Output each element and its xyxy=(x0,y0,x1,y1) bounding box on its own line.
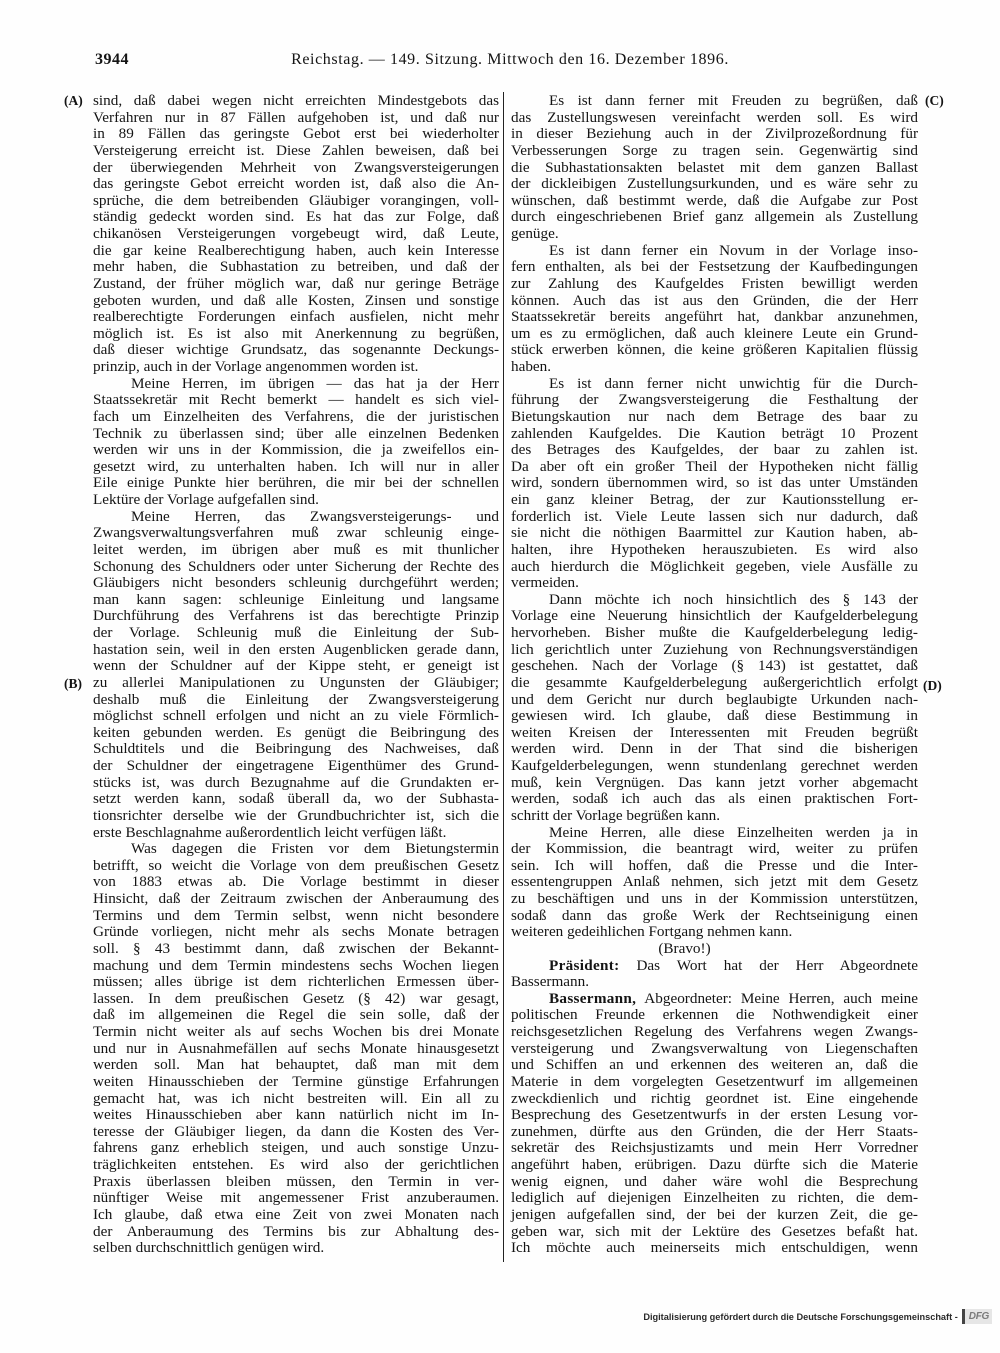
text-line: in dieser Beziehung auch in der Zivilprozeßordnung für xyxy=(511,125,918,143)
text-line: die gesammte Kaufgelderbelegung außergerichtlich erfolgt xyxy=(511,673,918,691)
text-line: der Anberaumung des Termins bis zur Abhaltung des- xyxy=(93,1222,499,1240)
speech-text: Abgeordneter: Meine Herren, auch meine xyxy=(644,989,918,1007)
text-line: Verbesserungen Sorge zu tragen sein. Gegenwärtig sind xyxy=(511,141,918,159)
speech-text: Das Wort hat der Herr Abgeordnete xyxy=(636,956,919,974)
text-line: reichsgesetzlichen Regelung des Verfahrens wegen Zwangs- xyxy=(511,1023,918,1040)
text-line: nünftiger Weise mit angemessener Frist anzuberaumen. xyxy=(93,1189,499,1207)
margin-marker-a: (A) xyxy=(64,93,83,108)
text-line: muß, kein Vergnügen. Das kann jetzt vorher abgemacht xyxy=(511,773,918,791)
text-line: soll. § 43 bestimmt dann, daß zwischen der Bekannt- xyxy=(93,939,499,957)
text-line: stücks ist, was durch Bezugnahme auf die Grundakten er- xyxy=(93,773,499,791)
text-line: schritt der Vorlage begrüßen kann. xyxy=(511,806,721,824)
text-line: von 1883 etwas ab. Die Vorlage bestimmt in dieser xyxy=(93,873,499,891)
text-line: machung und dem Termin mindestens sechs Wochen liegen xyxy=(93,956,499,974)
paragraph xyxy=(511,592,918,825)
text-line: die gar keine Realberechtigung haben, auch kein Interesse xyxy=(93,241,499,259)
text-line: Technik zu überlassen sind; über alle einzelnen Bedenken xyxy=(93,424,499,442)
text-line: Meine Herren, im übrigen — das hat ja der Herr xyxy=(131,374,499,392)
text-line: daß im allgemeinen die Regel die sein solle, daß der xyxy=(93,1006,499,1024)
text-line: werden wir uns in der Kommission, die ja zweifellos ein- xyxy=(93,441,499,459)
text-line: tionsrichter derselbe wie der Grundbuchrichter ist, sich die xyxy=(93,806,499,824)
text-line: Verfahren nur in 87 Fällen aufgehoben ist, und daß nur xyxy=(93,108,499,126)
text-line: sind, daß dabei wegen nicht erreichten Mindestgebots das xyxy=(93,92,499,109)
text-line: und nur in Ausnahmefällen auf sechs Monate hinausgesetzt xyxy=(93,1039,499,1057)
text-line: deshalb muß die Einleitung der Zwangsversteigerung xyxy=(93,690,499,708)
text-line: hastation sein, weil in den ersten Augenblicken gerade dann, xyxy=(93,640,499,658)
text-line: sprüche, die dem betreibenden Gläubiger vorangingen, voll- xyxy=(93,191,499,209)
text-line: Zwangsverwaltungsverfahren muß zwar schleunig einge- xyxy=(93,524,499,542)
digitization-footer xyxy=(643,1309,992,1324)
text-line: Schonung des Schuldners oder unter Sicherung der Rechte des xyxy=(93,557,499,575)
text-line: der überwiegenden Mehrheit von Zwangsversteigerungen xyxy=(93,158,499,176)
text-line: selben durchschnittlich genügen wird. xyxy=(93,1239,325,1257)
text-line: um es zu ermöglichen, daß auch kleinere Leute ein Grund- xyxy=(511,324,918,342)
text-line: lassen. In dem preußischen Gesetz (§ 42) war gesagt, xyxy=(93,989,499,1007)
text-line: wünschen, daß bestimmt werde, daß die Aufgabe zur Post xyxy=(511,191,918,209)
speech-paragraph xyxy=(511,991,918,1257)
text-line: weites Hinausschieben aber kann natürlich nicht im In- xyxy=(93,1106,499,1124)
text-line: wenn der Schuldner auf der Kippe steht, er geneigt ist xyxy=(93,657,499,675)
text-line: man kann sagen: schleunige Einleitung und langsame xyxy=(93,590,499,608)
paragraph xyxy=(93,841,499,1257)
text-line: Was dagegen die Fristen vor dem Bietungstermin xyxy=(131,840,499,858)
text-line: lediglich auf diejenigen Einzelheiten zu richten, die dem- xyxy=(511,1189,918,1207)
text-line: realberechtigte Forderungen einfach ausfielen, nicht mehr xyxy=(93,308,499,326)
text-line: keiten gebunden werden. Es genügt die Beibringung des xyxy=(93,723,499,741)
text-line: haben. xyxy=(511,358,552,375)
speech-paragraph xyxy=(511,958,918,991)
paragraph xyxy=(93,376,499,509)
text-line: Lektüre der Vorlage aufgefallen sind. xyxy=(93,491,319,508)
text-line: möglich ist. Es ist also mit Anerkennung zu begrüßen, xyxy=(93,324,499,342)
text-line: zu allerlei Manipulationen zu Ungunsten der Gläubiger; xyxy=(93,673,499,691)
text-line: Termin nicht weiter als auf sechs Wochen bis drei Monate xyxy=(93,1023,499,1040)
text-line: Meine Herren, alle diese Einzelheiten werden ja in xyxy=(549,823,918,841)
paragraph xyxy=(93,93,499,376)
text-line: der dickleibigen Zustellungsurkunden, und es wäre sehr zu xyxy=(511,175,918,193)
text-line: versteigerung und Zwangsverwaltung von Liegenschaften xyxy=(511,1039,918,1057)
text-line: zunehmen, dürfte aus den Gründen, die der Herr Staats- xyxy=(511,1122,918,1140)
text-line: sodaß dann das große Werk der Rechtseinigung einen xyxy=(511,906,918,924)
text-line: wird, sondern übernommen wird, so ist das unter Umständen xyxy=(511,474,918,492)
text-line: träglichkeiten entstehen. Es wird also der gerichtlichen xyxy=(93,1156,499,1173)
paragraph xyxy=(511,243,918,376)
text-line: und Schiffen an und erkennen des weiteren an, daß die xyxy=(511,1056,918,1074)
text-line: Bassermann. xyxy=(511,973,590,991)
text-line: Es ist dann ferner nicht unwichtig für die Durch- xyxy=(549,374,918,392)
text-line: Staatssekretär bereits angeführt hat, dankbar anzunehmen, xyxy=(511,308,918,326)
text-line: weiteren gedeihlichen Fortgang nehmen kann. xyxy=(511,923,793,941)
text-line: Vorlage eine Neuerung hinsichtlich der Kaufgelderbelegung xyxy=(511,607,918,625)
text-line: Versteigerung erreicht ist. Diese Zahlen beweisen, daß bei xyxy=(93,141,499,159)
text-line: zweckdienlich und richtig geordnet ist. Eine eingehende xyxy=(511,1089,918,1107)
text-line: prinzip, auch in der Vorlage angenommen worden ist. xyxy=(93,358,419,375)
text-line: gemacht hat, was ich nicht bestreiten will. Ein all zu xyxy=(93,1089,499,1107)
text-line: Materie in dem vorgelegten Gesetzentwurf im allgemeinen xyxy=(511,1072,918,1090)
text-line: politischen Freunde erkennen die Nothwendigkeit einer xyxy=(511,1006,918,1024)
text-line: der Vorlage. Schleunig muß die Einleitung der Sub- xyxy=(93,624,499,641)
text-line: geben war, sich mit der Lektüre des Gesetzes befaßt hat. xyxy=(511,1222,918,1240)
text-line: Hinsicht, daß der Zeitraum zwischen der Anberaumung des xyxy=(93,890,499,907)
text-line: essentengruppen Anlaß nehmen, sich jetzt mit dem Gesetz xyxy=(511,873,918,891)
text-line: mehr haben, die Subhastation zu betreiben, und daß der xyxy=(93,258,499,276)
text-line: Durchführung des Verfahrens ist das berechtigte Prinzip xyxy=(93,607,499,625)
text-line: in 89 Fällen das geringste Gebot erst bei wiederholter xyxy=(93,125,499,143)
text-line: die Subhastationsakten belastet mit dem ganzen Ballast xyxy=(511,158,918,176)
text-line: zahlenden Kaufgeldes. Die Kaution beträgt 10 Prozent xyxy=(511,424,918,442)
margin-marker-c: (C) xyxy=(925,93,944,108)
text-line: teresse der Gläubiger liegen, da dann die Kosten des Ver- xyxy=(93,1122,499,1140)
text-line: müssen; alles übrige ist dem richterlichen Ermessen über- xyxy=(93,973,499,991)
text-line: halten, ihre Hypotheken herauszubieten. Es wird also xyxy=(511,540,918,558)
text-line: das Zustellungswesen vereinfacht werden soll. Es wird xyxy=(511,108,918,126)
interjection: (Bravo!) xyxy=(658,939,711,957)
text-line: Dann möchte ich noch hinsichtlich des § 143 der xyxy=(549,590,918,608)
text-line: Ich möchte auch meinerseits mich entschuldigen, wenn xyxy=(511,1239,918,1257)
text-line: sie nicht die nöthigen Baarmittel zur Kaution haben, ab- xyxy=(511,524,918,542)
page-number: 3944 xyxy=(95,51,129,68)
text-line: fach um Einzelheiten des Verfahrens, die der juristischen xyxy=(93,407,499,425)
text-line: geschehen. Nach der Vorlage (§ 143) ist gestattet, daß xyxy=(511,657,918,675)
text-line: wenig eignen, und daher wäre wohl die Besprechung xyxy=(511,1172,918,1190)
text-line: Da aber oft ein großer Theil der Hypotheken nicht fällig xyxy=(511,457,918,475)
margin-marker-b: (B) xyxy=(64,676,82,691)
text-line: das geringste Gebot erreicht worden ist, daß also die An- xyxy=(93,175,499,193)
text-line: ein ganz kleiner Betrag, der zur Kautionsstellung er- xyxy=(511,491,918,508)
speaker-name: Präsident: xyxy=(549,956,620,974)
text-line: jenigen aufgefallen sind, der bei der kurzen Zeit, die ge- xyxy=(511,1205,918,1223)
text-line: durch eingeschriebenen Brief ganz allgemein als Zustellung xyxy=(511,208,918,226)
text-line: genüge. xyxy=(511,225,559,242)
margin-marker-d: (D) xyxy=(923,678,942,693)
text-line: fahrens ganz erheblich steigen, und auch sonstige Unzu- xyxy=(93,1139,499,1157)
text-line: können. Auch das ist aus den Gründen, die der Herr xyxy=(511,291,918,309)
text-line: vermeiden. xyxy=(511,574,579,592)
text-line: und dem Gericht nur durch beglaubigte Urkunden nach- xyxy=(511,690,918,708)
text-line: auch hierdurch die Möglichkeit gegeben, viele Ausfälle zu xyxy=(511,557,918,575)
left-column xyxy=(93,93,499,1257)
text-line: zu beschäftigen und uns in der Kommission unterstützen, xyxy=(511,890,918,907)
text-line: Eile einige Punkte hier berühren, die mir bei der schnellen xyxy=(93,474,499,492)
paragraph xyxy=(511,825,918,941)
text-line: erste Beschlagnahme außerordentlich leicht verfügen läßt. xyxy=(93,823,447,841)
speaker-name: Bassermann, xyxy=(549,989,637,1007)
text-line: Es ist dann ferner mit Freuden zu begrüßen, daß xyxy=(549,92,918,109)
column-divider xyxy=(503,92,504,1262)
text-line: der Kommission, die beantragt wird, weiter zu prüfen xyxy=(511,840,918,858)
text-line: daß dieser wichtige Grundsatz, das sogenannte Deckungs- xyxy=(93,341,499,359)
text-line: sein. Ich will hoffen, daß die Presse und die Inter- xyxy=(511,856,918,874)
text-line: fern enthalten, als bei der Festsetzung der Kaufbedingungen xyxy=(511,258,918,276)
text-line: angeführt haben, erübrigen. Dazu dürfte sich die Materie xyxy=(511,1156,918,1173)
text-line: Gläubigers nicht besonders schleunig durchgeführt werden; xyxy=(93,574,499,592)
text-line: setzt werden kann, sodaß überall da, wo der Subhasta- xyxy=(93,790,499,808)
text-line: stück erwerben können, die keine größeren Kapitalien flüssig xyxy=(511,341,918,359)
text-line: Bietungskaution nur nach dem Betrage des baar zu xyxy=(511,407,918,425)
text-line: zur Zahlung des Kaufgeldes Fristen bewilligt werden xyxy=(511,274,918,292)
text-line: hervorheben. Bisher mußte die Kaufgelderbelegung ledig- xyxy=(511,624,918,641)
text-line: weiten Hinausschieben der Termine günstige Erfahrungen xyxy=(93,1072,499,1090)
text-line xyxy=(511,991,918,1008)
text-line: der Schuldner der eingetragene Eigenthümer des Grund- xyxy=(93,757,499,774)
text-line: Gründe vorliegen, nicht mehr als sechs Monate betragen xyxy=(93,923,499,941)
paragraph xyxy=(511,93,918,243)
text-line: Termins und dem Termin selbst, wenn nicht besondere xyxy=(93,906,499,924)
text-line: weiten Kreisen der Interessenten mit Freuden begrüßt xyxy=(511,723,918,741)
paragraph xyxy=(93,509,499,842)
text-line: forderlich ist. Viele Leute lassen sich nur dadurch, daß xyxy=(511,507,918,525)
text-line: Es ist dann ferner ein Novum in der Vorlage inso- xyxy=(549,241,918,259)
text-line: Meine Herren, das Zwangsversteigerungs- und xyxy=(131,507,499,525)
text-line: Schuldtitels und die Beibringung des Nachweises, daß xyxy=(93,740,499,758)
text-line: lich gerichtlich unter Zuziehung von Rechnungsverständigen xyxy=(511,640,918,658)
text-line: werden wird. Denn in der That sind die bisherigen xyxy=(511,740,918,758)
text-line xyxy=(511,958,918,975)
text-line: Praxis überlassen bleiben müssen, den Termin in ver- xyxy=(93,1172,499,1190)
digitization-credit: Digitalisierung gefördert durch die Deutsche Forschungsgemeinschaft - xyxy=(643,1311,958,1322)
text-line: Zustand, der früher möglich war, daß nur geringe Beträge xyxy=(93,274,499,292)
text-line: möglichst schnell erfolgen und nicht an zu viele Förmlich- xyxy=(93,707,499,725)
paragraph xyxy=(511,376,918,592)
dfg-logo: DFG xyxy=(962,1309,992,1324)
text-line: ständig gedeckt worden sind. Es hat das zur Folge, daß xyxy=(93,208,499,226)
text-line: chikanösen Versteigerungen vorgebeugt wird, daß Leute, xyxy=(93,225,499,242)
text-line: betrifft, so weicht die Vorlage von dem preußischen Gesetz xyxy=(93,856,499,874)
text-line: des Betrages des Kaufgeldes, der baar zu zahlen ist. xyxy=(511,441,918,459)
text-line: leitet werden, im übrigen aber muß es mit thunlicher xyxy=(93,540,499,558)
text-line: geboten wurden, und daß alle Kosten, Zinsen und sonstige xyxy=(93,291,499,309)
text-line: werden, sodaß ich auch das als einen praktischen Fort- xyxy=(511,790,918,808)
right-column xyxy=(511,93,918,1257)
text-line: Besprechung des Gesetzentwurfs in der ersten Lesung vor- xyxy=(511,1106,918,1124)
running-title: Reichstag. — 149. Sitzung. Mittwoch den 16. Dezember 1896. xyxy=(291,51,729,68)
text-line: Staatssekretär mit Recht bemerkt — handelt es sich viel- xyxy=(93,391,499,409)
text-line: sekretär des Reichsjustizamts und mein Herr Vorredner xyxy=(511,1139,918,1157)
text-line: führung der Zwangsversteigerung die Festhaltung der xyxy=(511,391,918,409)
text-line: werden soll. Man hat behauptet, daß man mit dem xyxy=(93,1056,499,1074)
text-line: gesetzt wird, zu unterhalten haben. Ich will nur in aller xyxy=(93,457,499,475)
text-line: Ich glaube, daß etwa eine Zeit von zwei Monaten nach xyxy=(93,1205,499,1223)
text-line: Kaufgelderbelegungen, wenn stundenlang gerechnet werden xyxy=(511,757,918,774)
text-line: gewiesen wird. Ich glaube, daß diese Bestimmung in xyxy=(511,707,918,725)
